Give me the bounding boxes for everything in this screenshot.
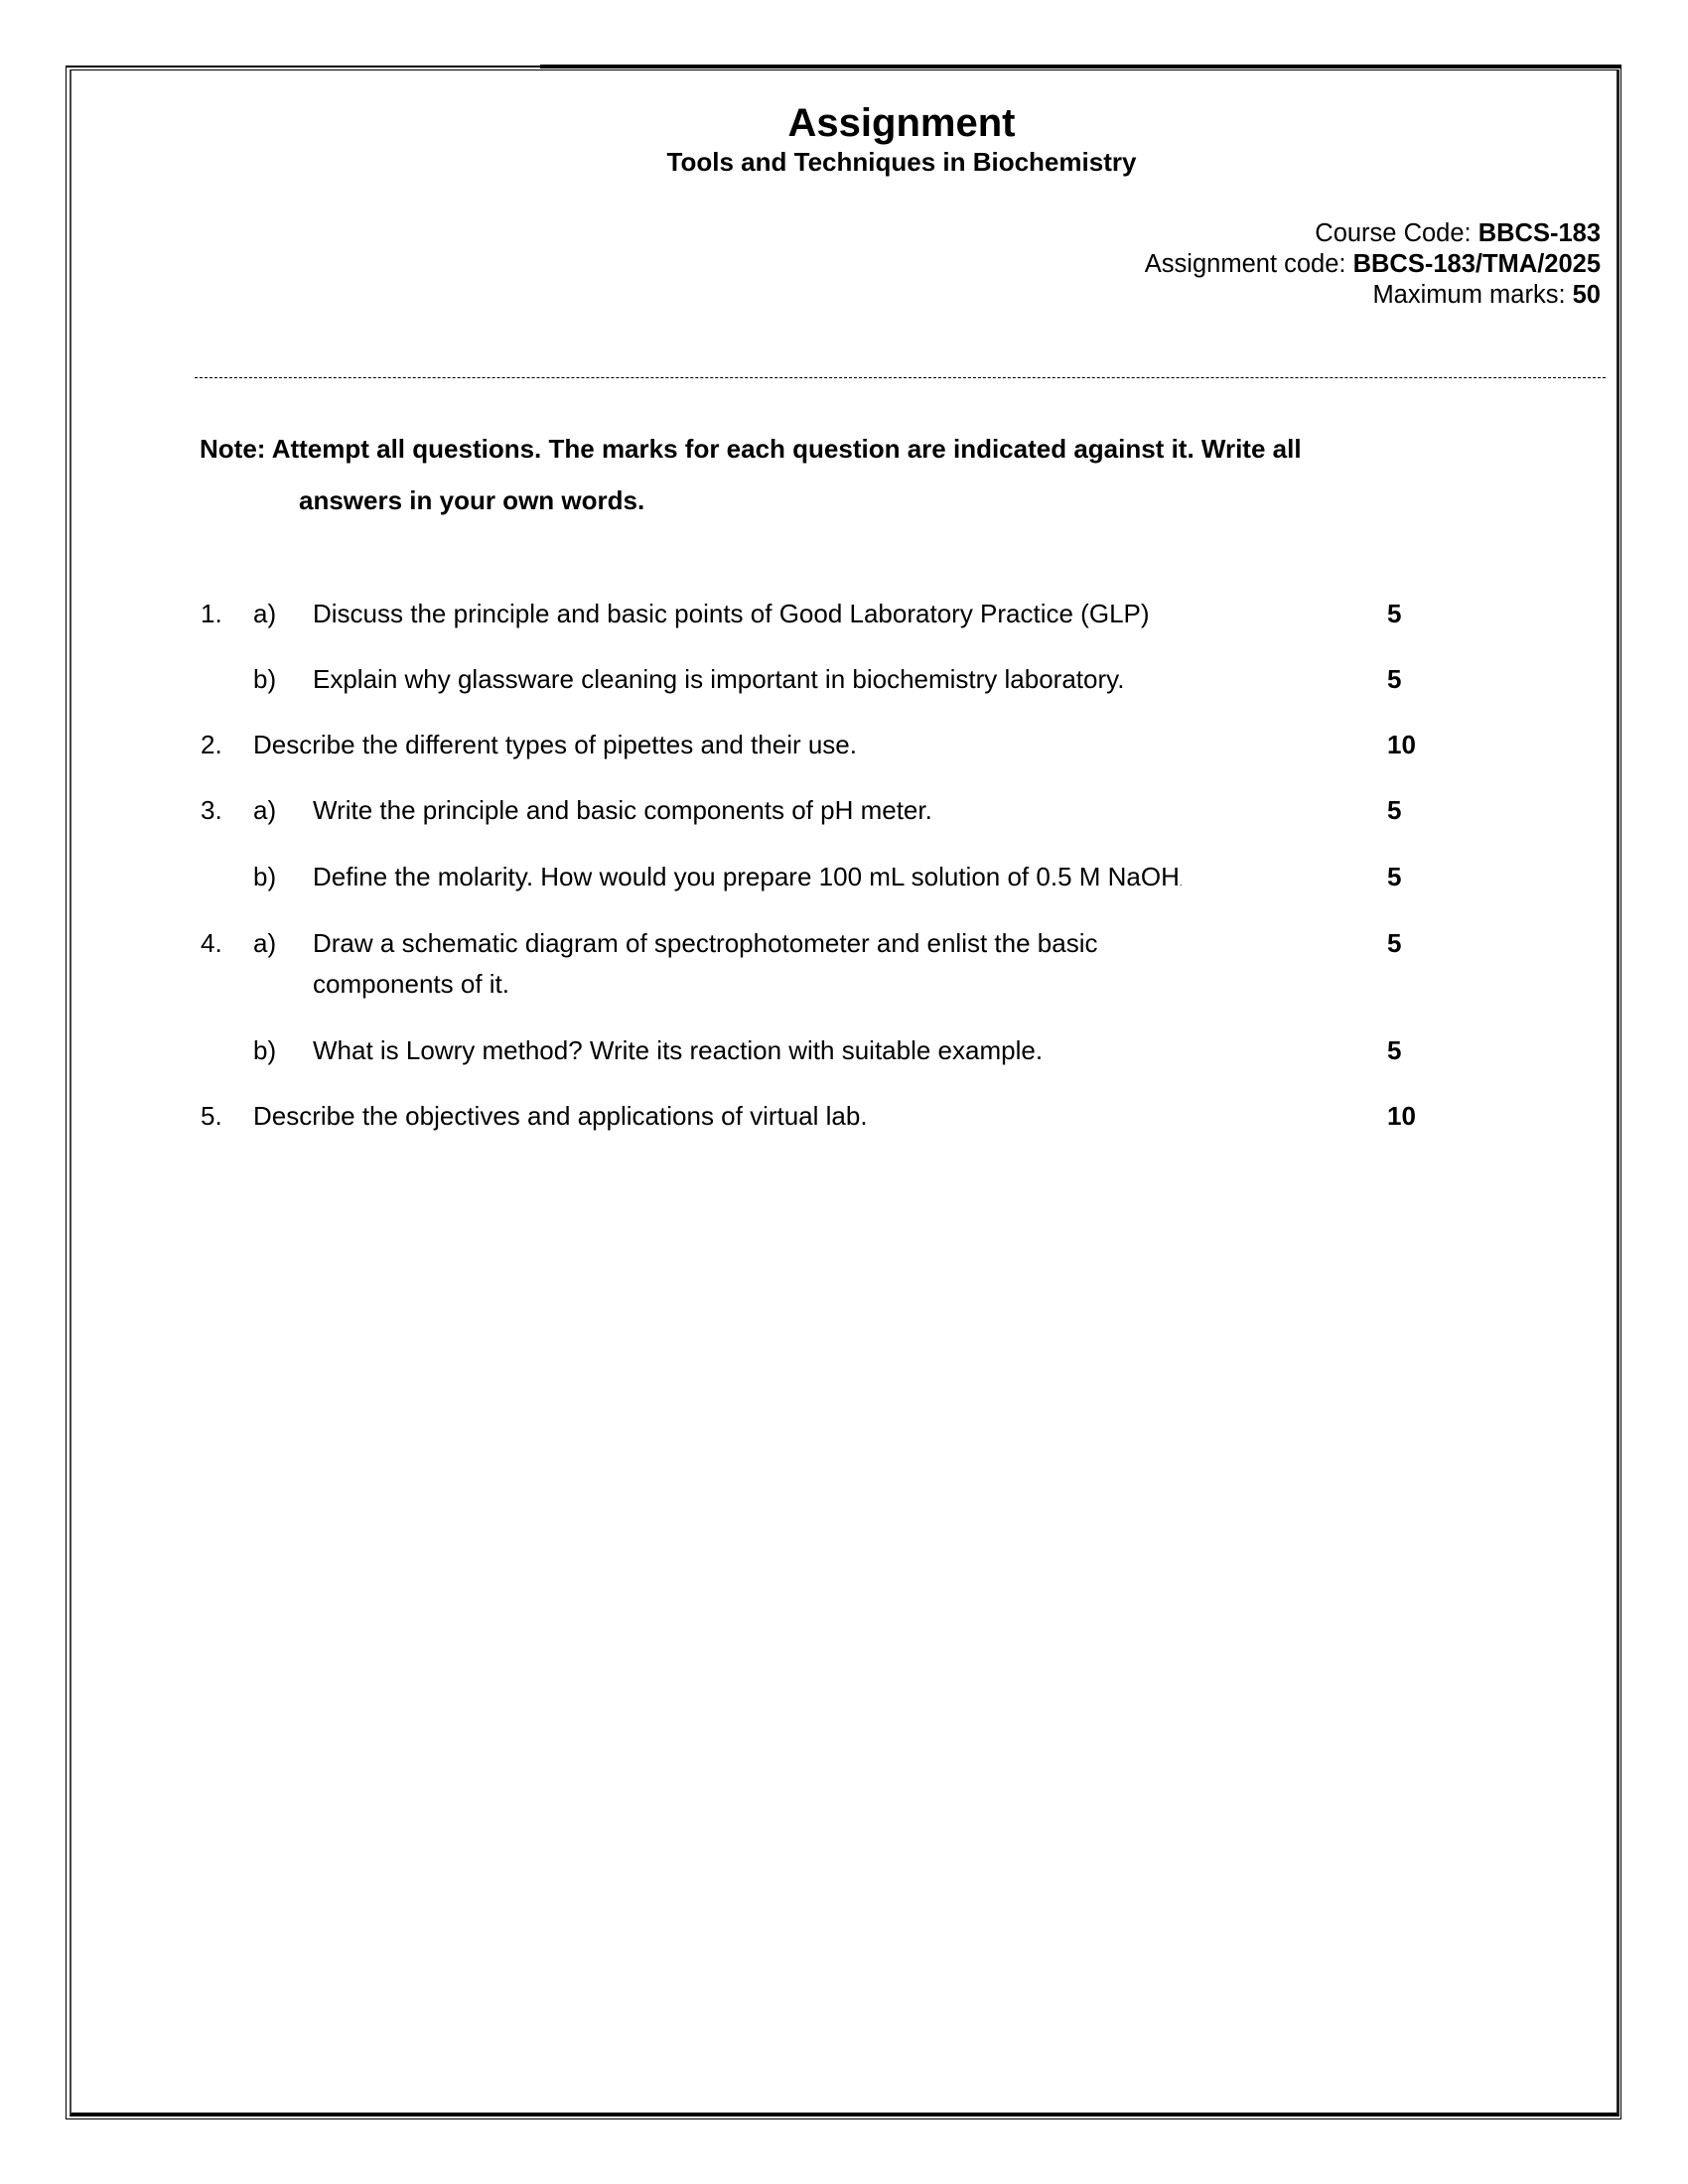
question-number: 3. xyxy=(201,795,222,825)
question-marks: 5 xyxy=(1387,664,1402,694)
page-subtitle: Tools and Techniques in Biochemistry xyxy=(666,147,1137,177)
maximum-marks xyxy=(1372,280,1601,310)
question-part: a) xyxy=(253,928,277,958)
question-text: Discuss the principle and basic points of Good Laboratory Practice (GLP) xyxy=(313,599,1150,628)
question-text: Draw a schematic diagram of spectrophotometer and enlist the basic xyxy=(313,928,1098,958)
question-number: 1. xyxy=(201,599,222,628)
assignment-code-label: Assignment code: xyxy=(1144,250,1353,278)
maximum-marks-label: Maximum marks: xyxy=(1372,281,1573,309)
page-title: Assignment xyxy=(787,101,1016,145)
course-code-value: BBCS-183 xyxy=(1477,219,1601,247)
question-marks: 5 xyxy=(1387,599,1402,628)
note-line-1: Note: Attempt all questions. The marks for each question are indicated against it. Write all xyxy=(200,434,1302,464)
question-part: b) xyxy=(253,862,277,891)
question-number: 2. xyxy=(201,730,222,759)
question-marks: 5 xyxy=(1387,795,1402,825)
question-part: b) xyxy=(253,1035,277,1065)
assignment-code-value: BBCS-183/TMA/2025 xyxy=(1352,250,1601,278)
question-part: a) xyxy=(253,599,277,628)
question-text-continued: components of it. xyxy=(313,969,509,999)
course-code xyxy=(1315,218,1601,248)
question-number: 5. xyxy=(201,1101,222,1131)
question-text: Write the principle and basic components of pH meter. xyxy=(313,795,932,825)
dashed-divider xyxy=(195,377,1606,378)
maximum-marks-value: 50 xyxy=(1572,281,1601,309)
question-text: What is Lowry method? Write its reaction with suitable example. xyxy=(313,1035,1044,1065)
question-marks: 5 xyxy=(1387,862,1402,891)
question-marks: 5 xyxy=(1387,1035,1402,1065)
question-text: Describe the different types of pipettes and their use. xyxy=(253,730,857,759)
question-text-wrap xyxy=(313,862,1183,898)
question-marks: 10 xyxy=(1387,1101,1416,1131)
question-part: a) xyxy=(253,795,277,825)
course-code-label: Course Code: xyxy=(1315,219,1478,247)
question-marks: 5 xyxy=(1387,928,1402,958)
assignment-code xyxy=(1145,249,1601,279)
question-text: Define the molarity. How would you prepare 100 mL solution of 0.5 M NaOH xyxy=(313,862,1180,891)
trailing-dot: . xyxy=(1179,878,1183,888)
question-part: b) xyxy=(253,664,277,694)
question-marks: 10 xyxy=(1387,730,1416,759)
question-number: 4. xyxy=(201,928,222,958)
question-text: Describe the objectives and applications of virtual lab. xyxy=(253,1101,868,1131)
note-line-2: answers in your own words. xyxy=(299,485,645,515)
question-text: Explain why glassware cleaning is important in biochemistry laboratory. xyxy=(313,664,1125,694)
page-border-top-accent xyxy=(540,65,1621,68)
